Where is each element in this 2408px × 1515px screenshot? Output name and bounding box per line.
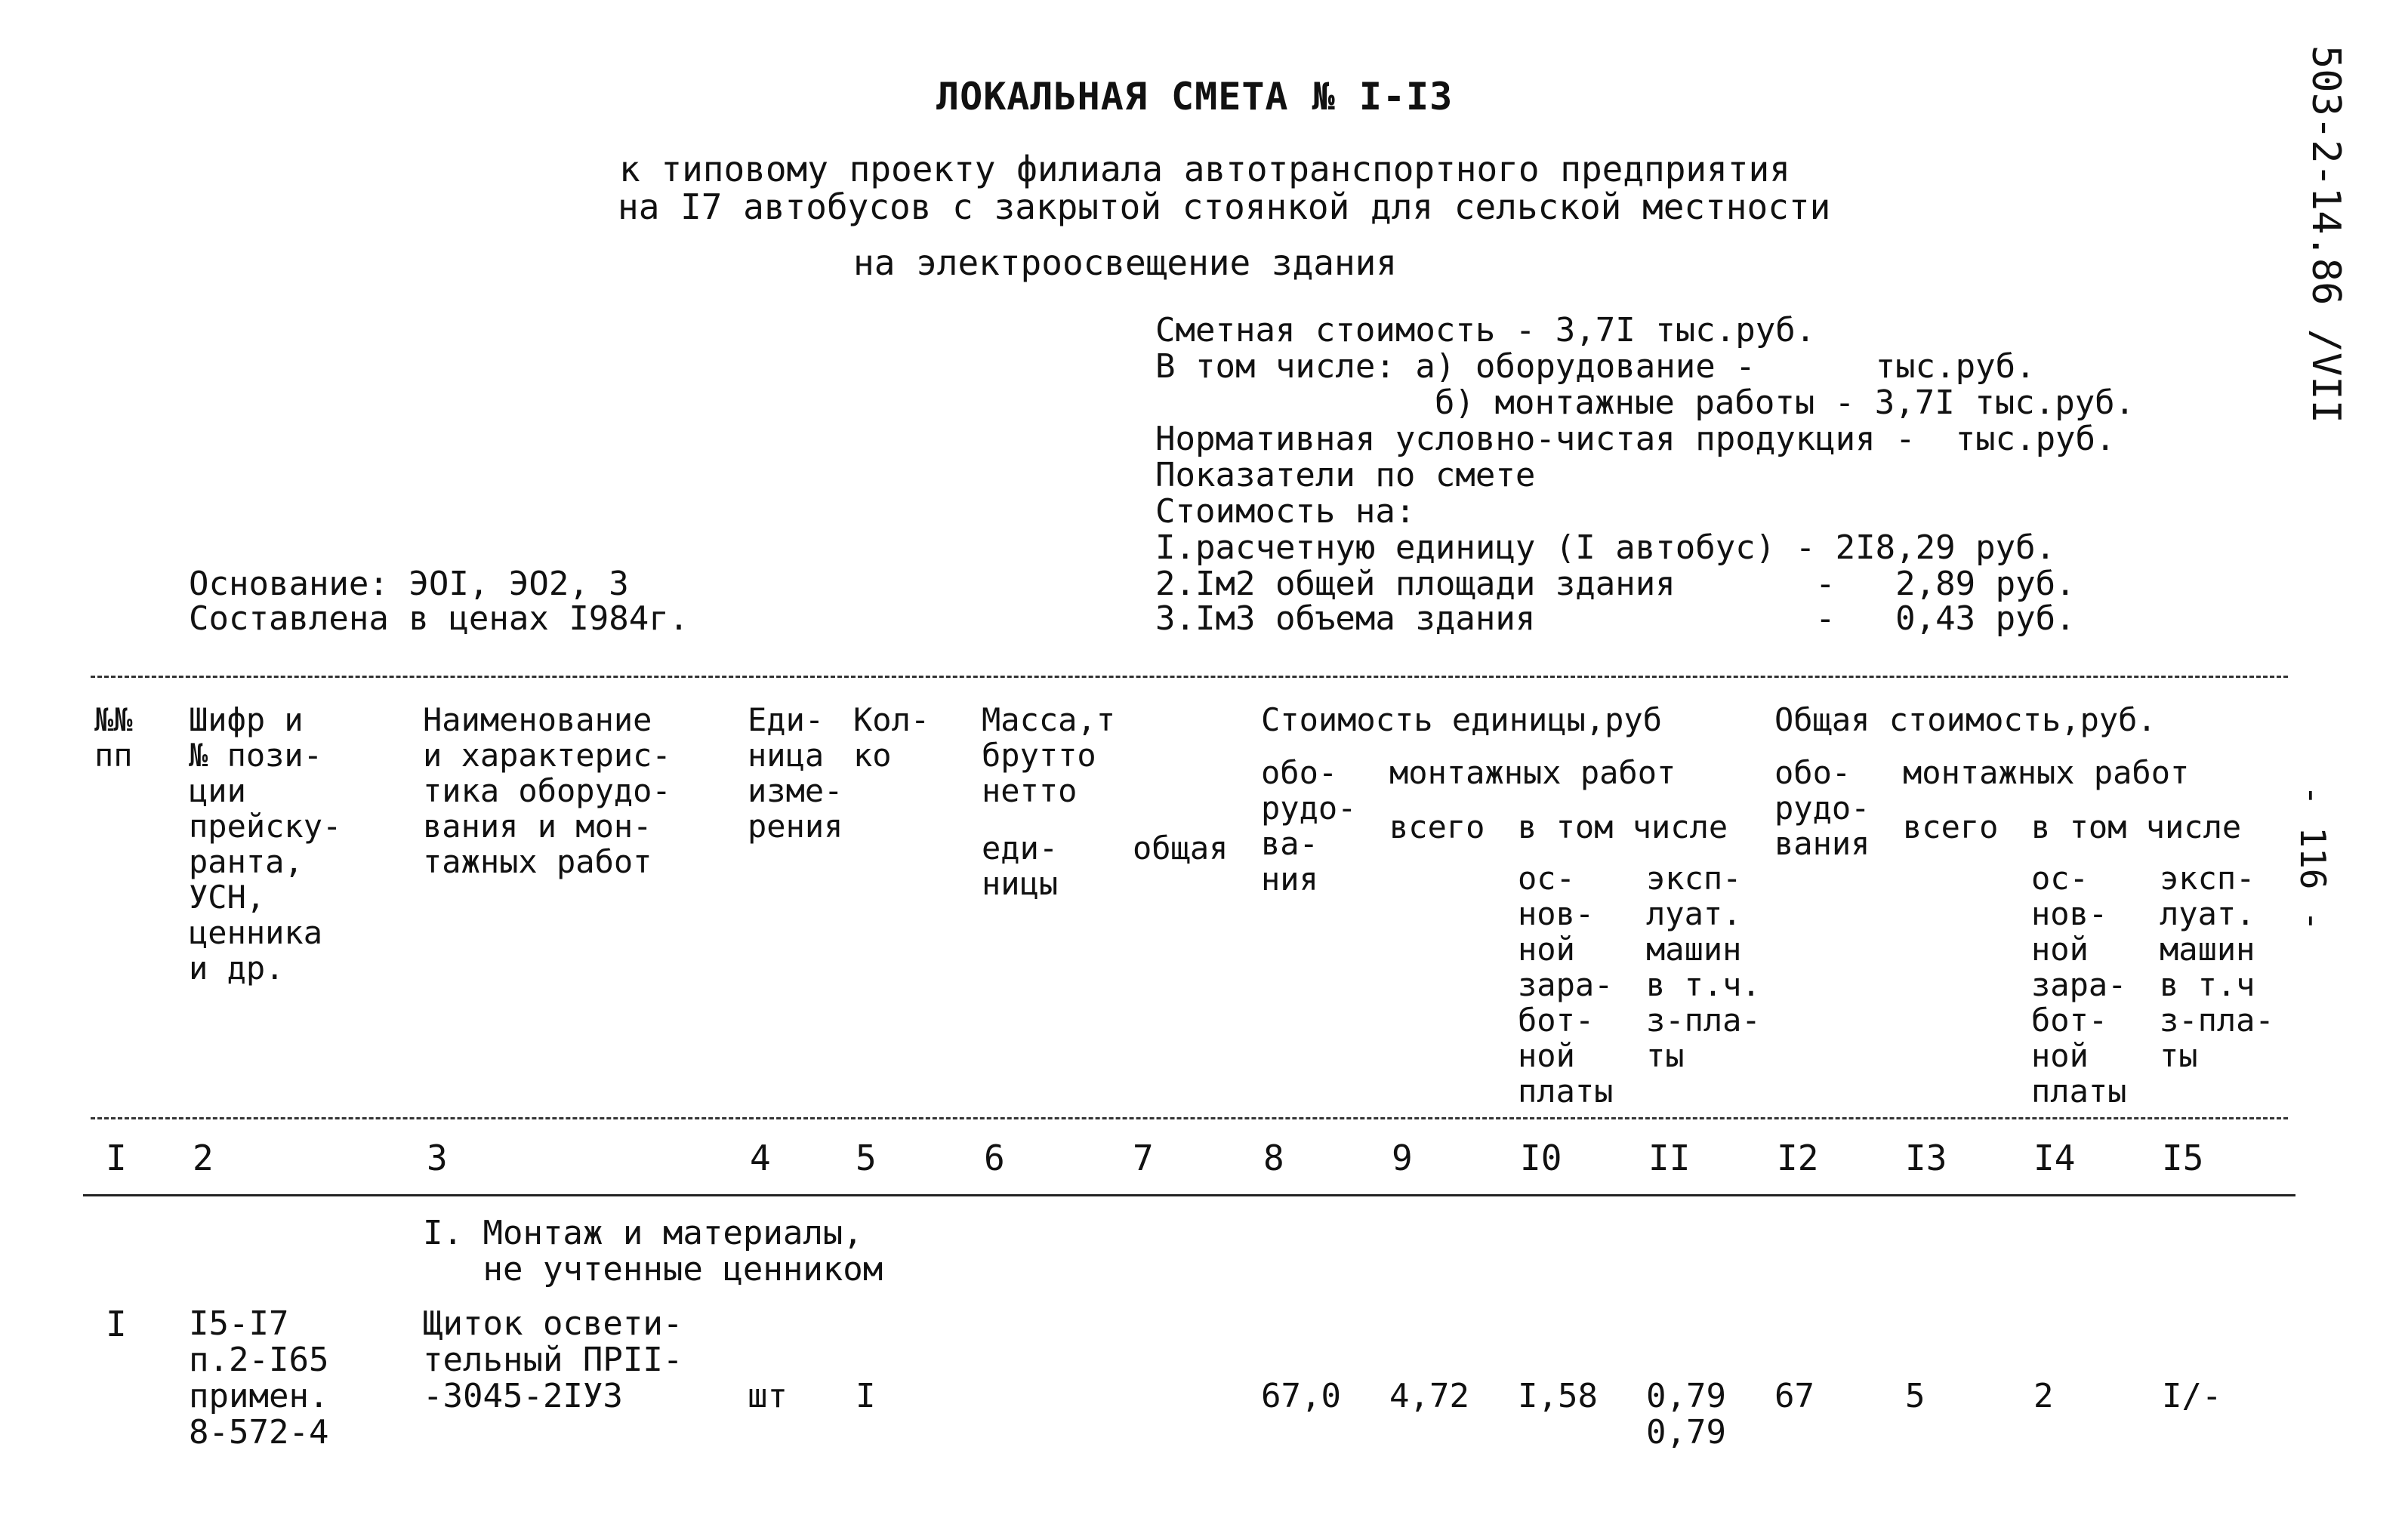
colnum-11: II xyxy=(1648,1138,1691,1178)
hdr-col-11: эксп- луат. машин в т.ч. з-пла- ты xyxy=(1646,860,1761,1074)
row-code: I5-I7 п.2-I65 примен. 8-572-4 xyxy=(189,1304,329,1452)
table-top-rule xyxy=(91,676,2288,678)
hdr-col-13: всего xyxy=(1903,808,1999,845)
document-code: 503-2-14.86 /VII xyxy=(2303,45,2348,423)
colnum-2: 2 xyxy=(193,1138,214,1178)
hdr-unit-mount: монтажных работ xyxy=(1389,754,1676,791)
hdr-unit-incl: в том числе xyxy=(1518,808,1728,845)
hdr-col-8: обо- рудо- ва- ния xyxy=(1261,754,1357,898)
summary-line-8: 2.Iм2 общей площади здания - 2,89 руб. xyxy=(1155,565,2076,603)
row-c13: 5 xyxy=(1905,1377,1925,1415)
colnum-10: I0 xyxy=(1520,1138,1562,1178)
colnum-5: 5 xyxy=(856,1138,877,1178)
row-qty: I xyxy=(856,1377,876,1415)
colnum-14: I4 xyxy=(2033,1138,2076,1178)
page-title: ЛОКАЛЬНАЯ СМЕТА № I-I3 xyxy=(936,75,1454,119)
page-mark: - 116 - xyxy=(2292,785,2333,931)
hdr-total-cost: Общая стоимость,руб. xyxy=(1774,701,2157,738)
summary-line-4: Нормативная условно-чистая продукция - тыс.руб. xyxy=(1155,420,2116,458)
hdr-total-mount: монтажных работ xyxy=(1903,754,2190,791)
colnum-12: I2 xyxy=(1777,1138,1819,1178)
subtitle-1: к типовому проекту филиала автотранспортного предприятия xyxy=(619,149,1790,189)
hdr-col-2: Шифр и № пози- ции прейску- ранта, УСН, ценника и др. xyxy=(189,701,342,987)
colnum-bottom-rule xyxy=(83,1194,2295,1196)
hdr-col-3: Наименование и характерис- тика оборудо- вания и мон- тажных работ xyxy=(423,701,671,880)
row-c8: 67,0 xyxy=(1261,1377,1341,1415)
subtitle-2: на I7 автобусов с закрытой стоянкой для сельской местности xyxy=(618,186,1831,227)
row-c11: 0,79 0,79 xyxy=(1646,1377,1726,1452)
hdr-col-1: №№ пп xyxy=(94,701,133,774)
hdr-total-incl: в том числе xyxy=(2031,808,2242,845)
hdr-col-9: всего xyxy=(1389,808,1485,845)
header-bottom-rule xyxy=(91,1117,2288,1119)
hdr-col-7: общая xyxy=(1133,830,1229,867)
summary-line-5: Показатели по смете xyxy=(1155,456,1536,494)
colnum-7: 7 xyxy=(1133,1138,1154,1178)
summary-line-6: Стоимость на: xyxy=(1155,492,1416,531)
summary-line-3: б) монтажные работы - 3,7I тыс.руб. xyxy=(1435,383,2135,422)
section-title: I. Монтаж и материалы, не учтенные ценником xyxy=(423,1214,883,1289)
hdr-col-12: обо- рудо- вания xyxy=(1774,754,1870,862)
row-c10: I,58 xyxy=(1518,1377,1598,1415)
summary-line-2: В том числе: а) оборудование - тыс.руб. xyxy=(1155,347,2036,386)
colnum-8: 8 xyxy=(1263,1138,1284,1178)
row-c9: 4,72 xyxy=(1389,1377,1469,1415)
hdr-col-14: ос- нов- ной зара- бот- ной платы xyxy=(2031,860,2127,1110)
colnum-6: 6 xyxy=(984,1138,1005,1178)
basis-line-2: Составлена в ценах I984г. xyxy=(189,599,689,638)
summary-line-7: I.расчетную единицу (I автобус) - 2I8,29 руб. xyxy=(1155,528,2056,567)
colnum-4: 4 xyxy=(750,1138,771,1178)
hdr-col-15: эксп- луат. машин в т.ч з-пла- ты xyxy=(2160,860,2274,1074)
row-name: Щиток освети- тельный ПРII- -3045-2IУЗ xyxy=(423,1304,683,1415)
hdr-col-4: Еди- ница изме- рения xyxy=(748,701,843,845)
summary-line-1: Сметная стоимость - 3,7I тыс.руб. xyxy=(1155,311,1816,349)
colnum-13: I3 xyxy=(1905,1138,1947,1178)
colnum-15: I5 xyxy=(2162,1138,2204,1178)
row-number: I xyxy=(106,1304,127,1344)
basis-line-1: Основание: ЭОI, ЭО2, 3 xyxy=(189,565,629,603)
subtitle-3: на электроосвещение здания xyxy=(853,242,1398,283)
row-c14: 2 xyxy=(2033,1377,2054,1415)
row-unit: шт xyxy=(748,1377,788,1415)
hdr-col-10: ос- нов- ной зара- бот- ной платы xyxy=(1518,860,1614,1110)
hdr-col-5: Кол- ко xyxy=(853,701,930,774)
hdr-mass: Масса,т брутто нетто xyxy=(982,701,1116,809)
colnum-1: I xyxy=(106,1138,127,1178)
row-c12: 67 xyxy=(1774,1377,1814,1415)
colnum-3: 3 xyxy=(427,1138,448,1178)
row-c15: I/- xyxy=(2162,1377,2222,1415)
colnum-9: 9 xyxy=(1392,1138,1413,1178)
hdr-col-6: еди- ницы xyxy=(982,830,1059,902)
hdr-unit-cost: Стоимость единицы,руб xyxy=(1261,701,1663,738)
summary-line-9: 3.Iм3 объема здания - 0,43 руб. xyxy=(1155,599,2076,638)
